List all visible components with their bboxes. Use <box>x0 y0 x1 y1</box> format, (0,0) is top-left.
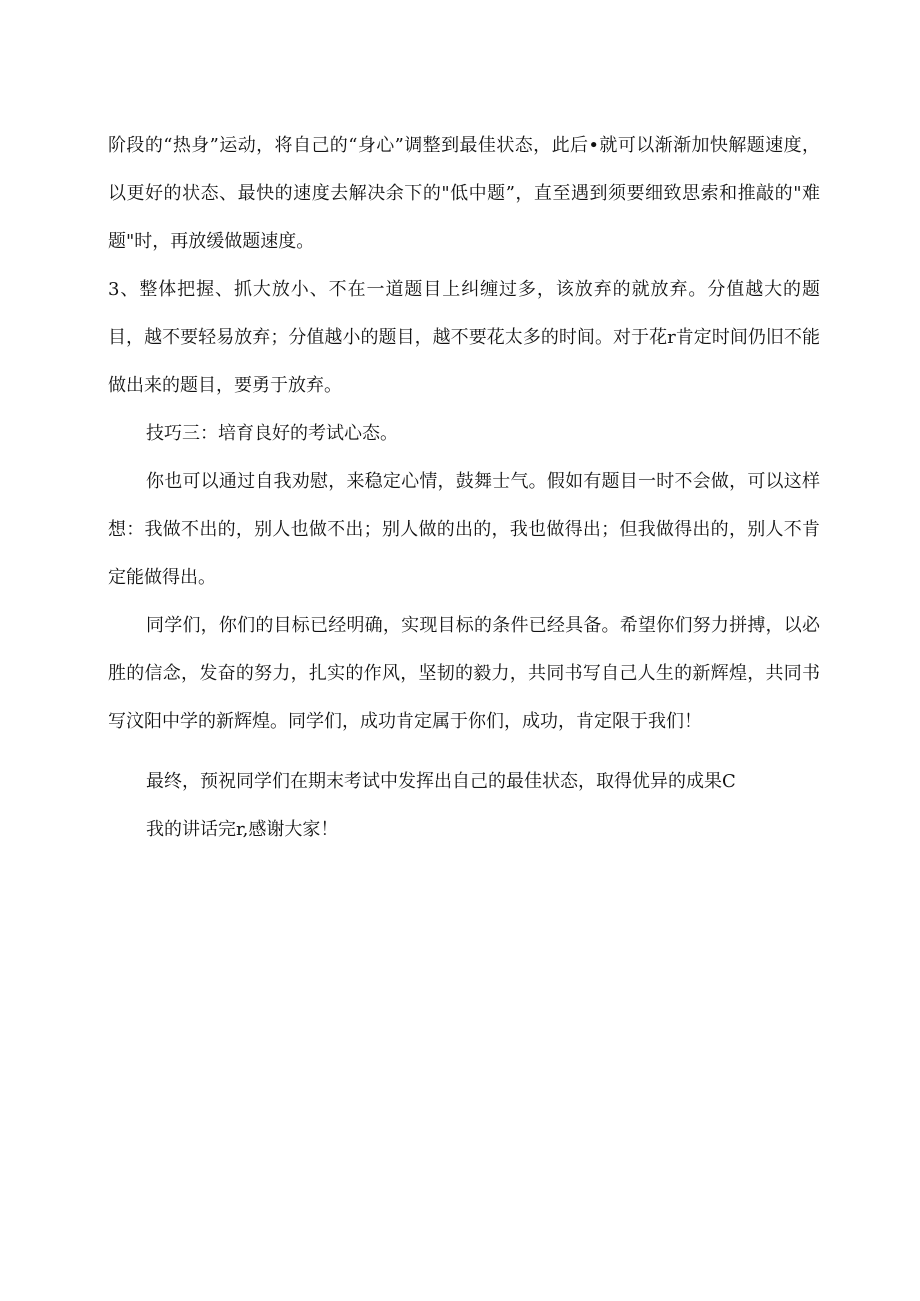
paragraph-students-goals: 同学们，你们的目标已经明确，实现目标的条件已经具备。希望你们努力拼搏，以必胜的信念，发奋的努力，扎实的作风，坚韧的毅力，共同书写自己人生的新辉煌，共同书写汶阳中学的新辉煌。同学们，成功肯定属于你们，成功，肯定限于我们！ <box>108 615 820 732</box>
paragraph-closing-thanks: 我的讲话完r,感谢大家！ <box>146 819 339 840</box>
section-heading-tip-three: 技巧三：培育良好的考试心态。 <box>146 423 398 444</box>
paragraph-warmup-strategy: 阶段的“热身”运动，将自己的“身心”调整到最佳状态，此后•就可以渐渐加快解题速度，以更好的状态、最快的速度去解决余下的"低中题”，直至遇到须要细致思索和推敲的"难题"时，再放缓做题速度。 <box>108 135 820 252</box>
paragraph-final-wishes: 最终，预祝同学们在期末考试中发挥出自己的最佳状态，取得优异的成果C <box>146 771 736 792</box>
paragraph-tip-3-overall-grasp: 3、整体把握、抓大放小、不在一道题目上纠缠过多，该放弃的就放弃。分值越大的题目，越不要轻易放弃；分值越小的题目，越不要花太多的时间。对于花r肯定时间仍旧不能做出来的题目，要勇于放弃。 <box>108 279 820 396</box>
paragraph-self-encouragement: 你也可以通过自我劝慰，来稳定心情，鼓舞士气。假如有题目一时不会做，可以这样想：我做不出的，别人也做不出；别人做的出的，我也做得出；但我做得出的，别人不肯定能做得出。 <box>108 471 820 588</box>
